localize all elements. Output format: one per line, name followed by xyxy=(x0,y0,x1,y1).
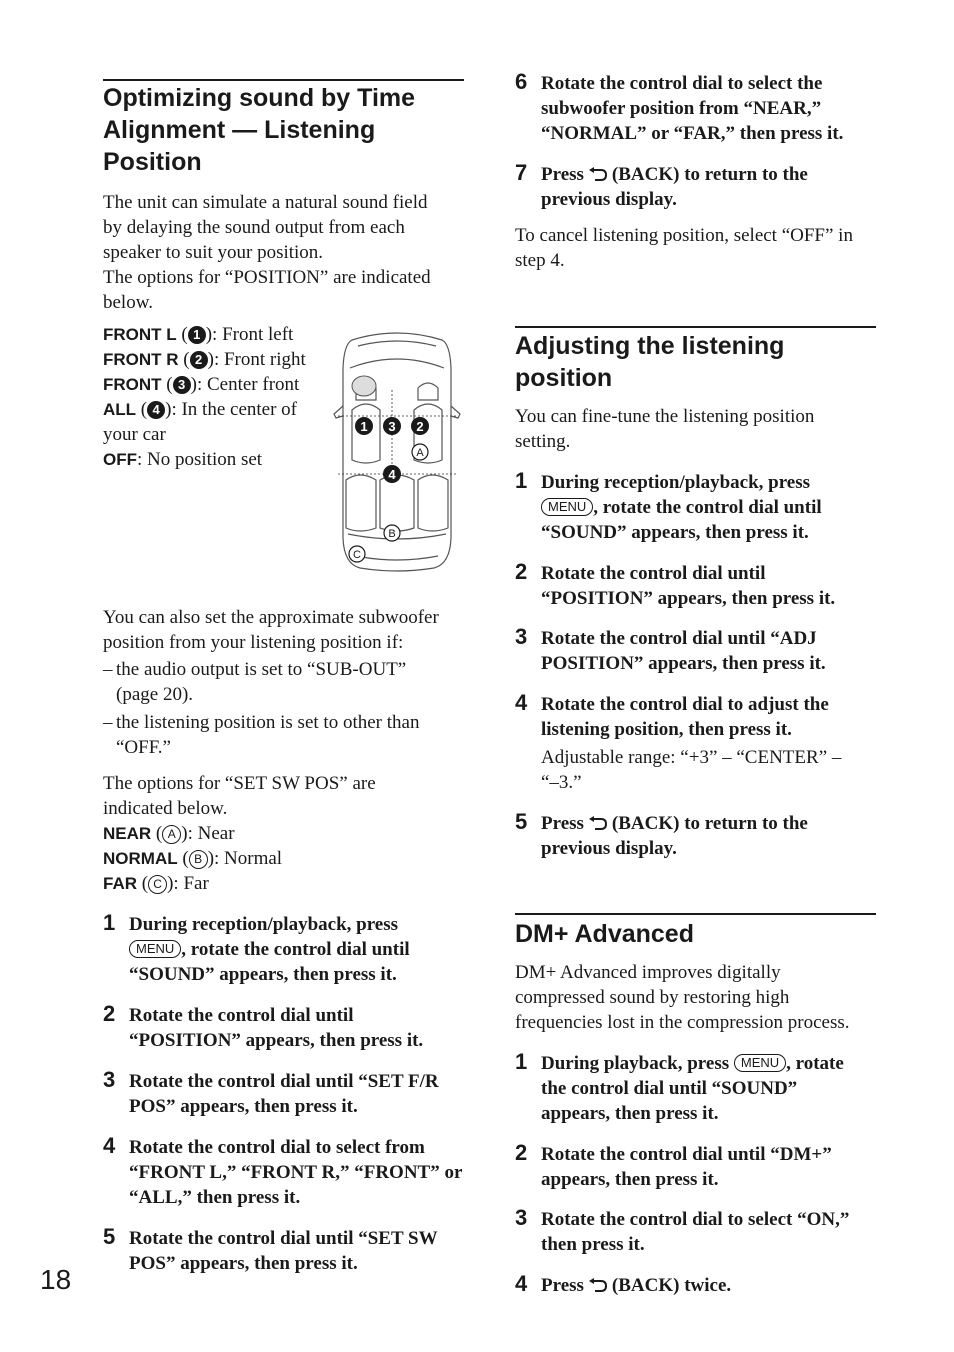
condition-bullet-1: – the audio output is set to “SUB-OUT” (page 20). xyxy=(103,659,407,705)
section-title: Optimizing sound by Time Alignment — Listening Position xyxy=(103,84,416,176)
sw-pos-intro: The options for “SET SW POS” are indicated below. xyxy=(103,773,376,819)
step-1: 1 During reception/playback, press MENU , rotate the control dial until “SOUND” appears, then press it. xyxy=(103,910,410,985)
section-rule xyxy=(103,79,464,81)
marker-a-icon: A xyxy=(162,825,181,844)
condition-bullet-2: – the listening position is set to other than “OFF.” xyxy=(103,712,420,758)
diagram-marker-2: 2 xyxy=(416,419,424,434)
diagram-marker-a: A xyxy=(416,447,424,459)
marker-2-icon: 2 xyxy=(190,351,208,369)
option-all-continuation: your car xyxy=(103,424,166,445)
section-title: DM+ Advanced xyxy=(515,920,694,948)
dm-step-2: 2 Rotate the control dial until “DM+” appears, then press it. xyxy=(515,1140,832,1190)
step-4: 4 Rotate the control dial to select from “FRONT L,” “FRONT R,” “FRONT” or “ALL,” then press it. xyxy=(103,1133,463,1208)
diagram-marker-3: 3 xyxy=(388,419,396,434)
section-rule xyxy=(515,913,876,915)
diagram-marker-c: C xyxy=(353,549,361,561)
adjust-step-1: 1 During reception/playback, press MENU , rotate the control dial until “SOUND” appears, then press it. xyxy=(515,468,822,543)
option-off: OFF: No position set xyxy=(103,449,263,470)
adjust-step-4: 4 Rotate the control dial to adjust the listening position, then press it. Adjustable range: “+3” – “CENTER” – “–3.” xyxy=(515,690,842,793)
menu-button[interactable]: MENU xyxy=(734,1054,786,1072)
option-all: ALL ( 4 ): In the center of xyxy=(103,399,298,420)
step-2: 2 Rotate the control dial until “POSITION” appears, then press it. xyxy=(103,1001,424,1051)
cancel-note: To cancel listening position, select “OFF” in step 4. xyxy=(515,225,853,271)
subwoofer-intro: You can also set the approximate subwoofer position from your listening position if: xyxy=(103,607,439,653)
page-number: 18 xyxy=(40,1264,72,1295)
step-7: 7 Press (BACK) to return to the previous display. xyxy=(515,160,808,210)
marker-c-icon: C xyxy=(148,875,167,894)
dm-intro: DM+ Advanced improves digitally compressed sound by restoring high frequencies lost in the compression process. xyxy=(515,962,850,1033)
option-front-r: FRONT R ( 2 ): Front right xyxy=(103,349,306,370)
adjust-step-3: 3 Rotate the control dial until “ADJ POSITION” appears, then press it. xyxy=(515,624,826,674)
adjust-intro: You can fine-tune the listening position setting. xyxy=(515,406,815,452)
car-seating-diagram xyxy=(330,328,464,574)
section-rule xyxy=(515,326,876,328)
menu-button[interactable]: MENU xyxy=(541,498,593,516)
marker-3-icon: 3 xyxy=(173,376,191,394)
option-normal: NORMAL ( B ): Normal xyxy=(103,848,283,869)
back-icon xyxy=(588,816,608,830)
intro-paragraph: The unit can simulate a natural sound field by delaying the sound output from each speaker to suit your position. The options for “POSITION” are indicated below. xyxy=(103,192,431,313)
option-far: FAR ( C ): Far xyxy=(103,873,209,894)
back-icon xyxy=(588,167,608,181)
adjust-step-2: 2 Rotate the control dial until “POSITION” appears, then press it. xyxy=(515,559,836,609)
step-5: 5 Rotate the control dial until “SET SW POS” appears, then press it. xyxy=(103,1224,438,1274)
section-title: Adjusting the listening position xyxy=(515,332,785,392)
step-3: 3 Rotate the control dial until “SET F/R POS” appears, then press it. xyxy=(103,1067,439,1117)
marker-b-icon: B xyxy=(189,850,208,869)
back-icon xyxy=(588,1278,608,1292)
marker-1-icon: 1 xyxy=(188,326,206,344)
option-front: FRONT ( 3 ): Center front xyxy=(103,374,300,395)
step-6: 6 Rotate the control dial to select the subwoofer position from “NEAR,” “NORMAL” or “FAR,” then press it. xyxy=(515,69,844,144)
diagram-marker-4: 4 xyxy=(388,467,396,482)
menu-button[interactable]: MENU xyxy=(129,940,181,958)
option-front-l: FRONT L ( 1 ): Front left xyxy=(103,324,294,345)
diagram-marker-1: 1 xyxy=(360,419,368,434)
dm-step-3: 3 Rotate the control dial to select “ON,” then press it. xyxy=(515,1205,850,1255)
diagram-marker-b: B xyxy=(388,528,396,540)
adjust-step-5: 5 Press (BACK) to return to the previous display. xyxy=(515,809,808,859)
dm-step-4: 4 Press (BACK) twice. xyxy=(515,1271,732,1296)
marker-4-icon: 4 xyxy=(147,401,165,419)
dm-step-1: 1 During playback, press MENU , rotate the control dial until “SOUND” appears, then press it. xyxy=(515,1049,844,1124)
option-near: NEAR ( A ): Near xyxy=(103,823,235,844)
